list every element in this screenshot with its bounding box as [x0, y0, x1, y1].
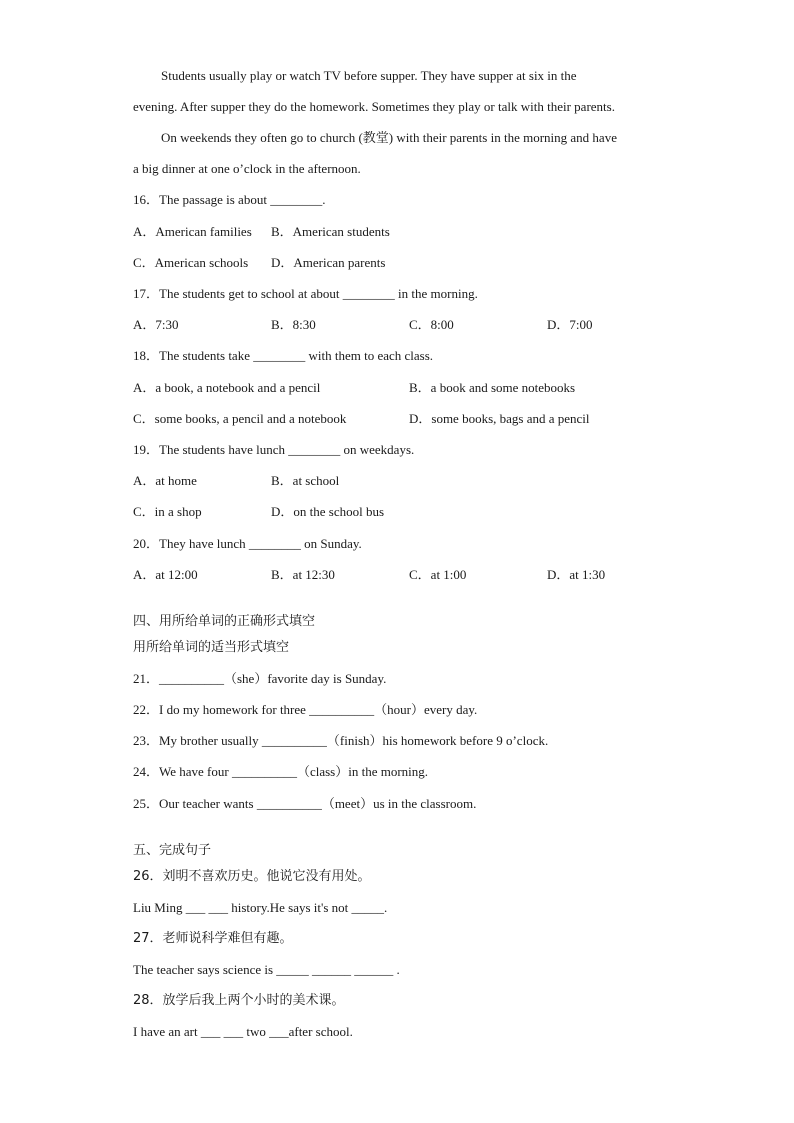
passage-p1-line1: Students usually play or watch TV before supper. They have supper at six in the: [161, 68, 577, 83]
question-19-option-c[interactable]: C．in a shop: [133, 504, 202, 519]
question-20-stem: 20．They have lunch ________ on Sunday.: [133, 536, 362, 551]
question-26-english: Liu Ming ___ ___ history.He says it's not _____.: [133, 900, 388, 915]
question-17-option-d[interactable]: D．7:00: [547, 317, 593, 332]
question-28-chinese: 28．放学后我上两个小时的美术课。: [133, 993, 345, 1008]
question-17-option-c[interactable]: C．8:00: [409, 317, 454, 332]
question-16-option-a[interactable]: A．American families: [133, 224, 252, 239]
question-17-option-a[interactable]: A．7:30: [133, 317, 179, 332]
section-5-title: 五、完成句子: [133, 843, 212, 858]
question-28-english: I have an art ___ ___ two ___after school.: [133, 1024, 353, 1039]
question-24: 24．We have four __________（class）in the morning.: [133, 764, 429, 779]
question-18-stem: 18．The students take ________ with them to each class.: [133, 348, 434, 363]
question-23: 23．My brother usually __________（finish）his homework before 9 o’clock.: [133, 733, 549, 748]
question-22: 22．I do my homework for three __________（hour）every day.: [133, 702, 478, 717]
question-25: 25．Our teacher wants __________（meet）us in the classroom.: [133, 796, 477, 811]
passage-p1-line2: evening. After supper they do the homework. Sometimes they play or talk with their parents.: [133, 99, 615, 114]
question-16-option-c[interactable]: C．American schools: [133, 255, 249, 270]
question-26-chinese: 26．刘明不喜欢历史。他说它没有用处。: [133, 869, 371, 884]
question-21: 21．__________（she）favorite day is Sunday.: [133, 671, 387, 686]
passage-p2-line2: a big dinner at one o’clock in the afternoon.: [133, 161, 361, 176]
question-19-option-a[interactable]: A．at home: [133, 473, 197, 488]
question-16-option-d[interactable]: D．American parents: [271, 255, 386, 270]
question-18-option-a[interactable]: A．a book, a notebook and a pencil: [133, 380, 321, 395]
question-19-option-b[interactable]: B．at school: [271, 473, 340, 488]
passage-p2-line1: On weekends they often go to church (教堂) with their parents in the morning and have: [161, 130, 617, 145]
question-17-option-b[interactable]: B．8:30: [271, 317, 316, 332]
question-17-stem: 17．The students get to school at about ________ in the morning.: [133, 286, 478, 301]
question-18-option-c[interactable]: C．some books, a pencil and a notebook: [133, 411, 347, 426]
question-20-option-a[interactable]: A．at 12:00: [133, 567, 198, 582]
question-27-english: The teacher says science is _____ ______ ______ .: [133, 962, 400, 977]
question-18-option-b[interactable]: B．a book and some notebooks: [409, 380, 576, 395]
section-4-title: 四、用所给单词的正确形式填空: [133, 614, 316, 629]
question-19-stem: 19．The students have lunch ________ on weekdays.: [133, 442, 415, 457]
question-19-option-d[interactable]: D．on the school bus: [271, 504, 385, 519]
question-16-option-b[interactable]: B．American students: [271, 224, 390, 239]
question-16-stem: 16．The passage is about ________.: [133, 192, 326, 207]
question-27-chinese: 27．老师说科学难但有趣。: [133, 931, 293, 946]
question-20-option-d[interactable]: D．at 1:30: [547, 567, 606, 582]
question-20-option-c[interactable]: C．at 1:00: [409, 567, 467, 582]
question-18-option-d[interactable]: D．some books, bags and a pencil: [409, 411, 590, 426]
question-20-option-b[interactable]: B．at 12:30: [271, 567, 335, 582]
section-4-subtitle: 用所给单词的适当形式填空: [133, 640, 290, 655]
